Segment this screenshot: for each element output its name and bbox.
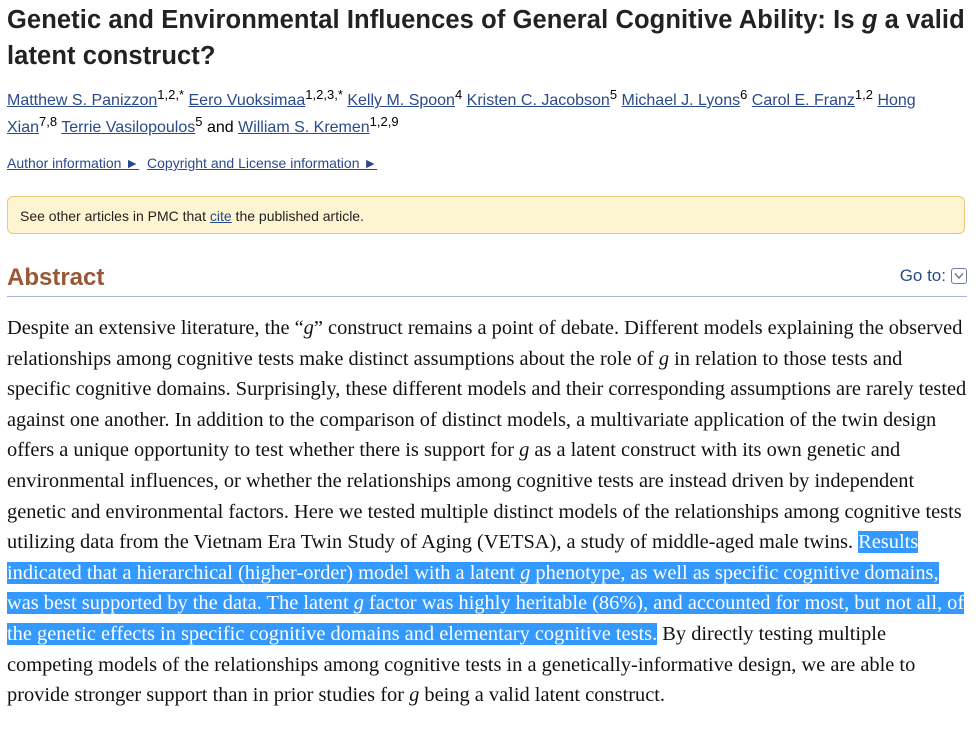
author-link[interactable]: Terrie Vasilopoulos <box>61 119 196 136</box>
author-link[interactable]: Kristen C. Jacobson <box>466 92 610 109</box>
copyright-license-link[interactable]: Copyright and License information ► <box>147 155 378 171</box>
abstract-text: g <box>519 439 530 462</box>
abstract-body <box>7 313 969 711</box>
author-affiliation-sup: 1,2 <box>854 87 873 102</box>
selected-text: factor was highly heritable (86%), and accounted for most, but not all, of the genetic effects in specific cognitive domains and elementary cognitive tests. <box>7 592 965 645</box>
abstract-text: g <box>409 684 420 707</box>
selected-text: g <box>353 592 364 615</box>
abstract-section-header <box>7 266 967 297</box>
author-link[interactable]: Eero Vuoksimaa <box>188 92 306 109</box>
notice-text-end: the published article. <box>231 208 364 224</box>
author-link[interactable]: Kelly M. Spoon <box>347 92 455 109</box>
abstract-text: g <box>658 347 670 370</box>
author-information-link[interactable]: Author information ► <box>7 155 140 171</box>
citing-articles-notice <box>7 196 965 234</box>
goto-label: Go to: <box>899 266 946 285</box>
info-links <box>7 153 969 173</box>
notice-text: See other articles in PMC that <box>20 208 210 224</box>
author-link[interactable]: Carol E. Franz <box>751 92 855 109</box>
selected-text: phenotype, as well as specific cognitive domains, was best supported by the data. The latent <box>7 561 939 615</box>
goto-menu[interactable] <box>900 266 967 286</box>
abstract-heading: Abstract <box>7 264 105 291</box>
selected-text: Results indicated that a hierarchical (higher-order) model with a latent <box>7 531 919 584</box>
author-link[interactable]: Matthew S. Panizzon <box>7 92 158 109</box>
author-affiliation-sup: 4 <box>454 87 463 102</box>
author-separator: and <box>202 119 239 136</box>
selected-text: g <box>520 561 531 584</box>
abstract-text: as a latent construct with its own genetic and environmental influences, or whether the relationships among cognitive tests are instead driven by independent genetic and environmental factors. Here we tested multiple distinct models of the relationships among cognitive tests utilizing data from the Vietnam Era Twin Study of Aging (VETSA), a study of middle-aged male twins. <box>7 439 962 554</box>
author-link[interactable]: Michael J. Lyons <box>621 92 741 109</box>
abstract-text: ” construct remains a point of debate. Different models explaining the observed relationships among cognitive tests make distinct assumptions about the role of <box>7 317 963 370</box>
cite-link[interactable]: cite <box>209 208 232 224</box>
title-text-end: a valid latent construct? <box>7 6 965 70</box>
abstract-text: By directly testing multiple competing models of the relationships among cognitive tests in a genetically-informative design, we are able to provide stronger support than in prior studies for <box>7 622 916 707</box>
title-italic-g: g <box>861 6 878 34</box>
abstract-text: in relation to those tests and specific cognitive domains. Surprisingly, these different models and their corresponding assumptions are rarely tested against one another. In addition to the comparison of distinct models, a multivariate application of the twin design offers a unique opportunity to test whether there is support for <box>7 347 967 462</box>
author-affiliation-sup: 1,2,9 <box>369 114 399 129</box>
author-link[interactable]: William S. Kremen <box>238 119 370 136</box>
author-affiliation-sup: 5 <box>195 114 203 129</box>
chevron-down-icon[interactable] <box>951 268 967 284</box>
author-affiliation-sup: 5 <box>609 87 618 102</box>
title-text: Genetic and Environmental Influences of General Cognitive Ability: Is <box>7 6 862 34</box>
abstract-text: g <box>303 317 314 339</box>
author-affiliation-sup: 1,2,* <box>157 87 185 102</box>
abstract-text: Despite an extensive literature, the “ <box>7 317 304 339</box>
author-affiliation-sup: 7,8 <box>39 114 58 129</box>
author-affiliation-sup: 1,2,3,* <box>305 87 343 102</box>
author-affiliation-sup: 6 <box>740 87 748 102</box>
author-list <box>7 87 969 141</box>
article-page <box>7 0 969 711</box>
article-title <box>7 0 969 74</box>
abstract-text: being a valid latent construct. <box>419 684 666 707</box>
author-link[interactable]: Hong Xian <box>7 92 916 136</box>
